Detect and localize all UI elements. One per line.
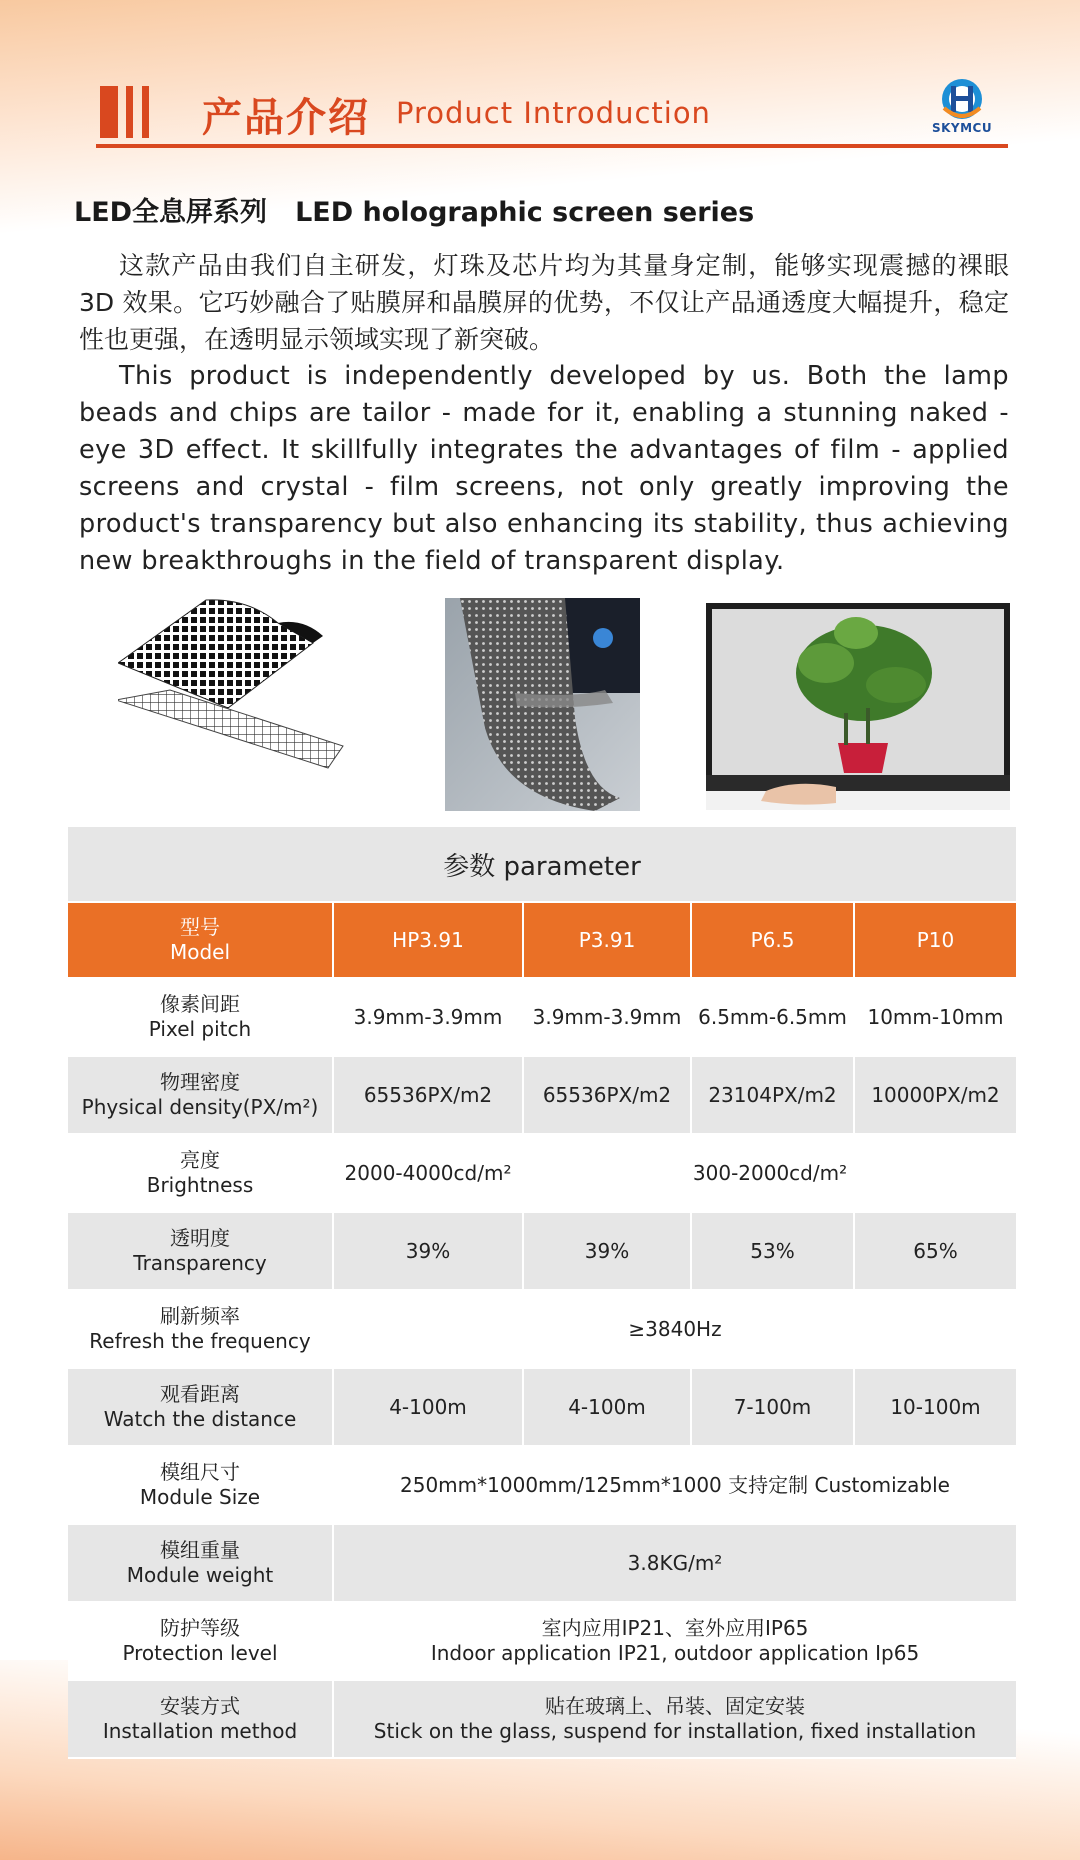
- label-cn: 模组重量: [160, 1538, 240, 1562]
- label-cn: 物理密度: [160, 1070, 240, 1094]
- table-cell: 65536PX/m2: [334, 1057, 524, 1133]
- label-cn: 刷新频率: [160, 1304, 240, 1328]
- series-title-en: LED holographic screen series: [295, 197, 755, 228]
- table-cell: 39%: [524, 1213, 692, 1289]
- logo-mark-icon: [936, 78, 988, 120]
- row-label: [68, 1369, 334, 1445]
- table-heading: 参数 parameter: [68, 827, 1016, 903]
- label-cn: 安装方式: [160, 1694, 240, 1718]
- row-label: [68, 1135, 334, 1211]
- label-en: Pixel pitch: [148, 1017, 252, 1041]
- table-cell: 65536PX/m2: [524, 1057, 692, 1133]
- table-row-refresh: [68, 1291, 1016, 1369]
- table-cell: 7-100m: [692, 1369, 855, 1445]
- label-en: Brightness: [146, 1173, 254, 1197]
- row-label: [68, 1213, 334, 1289]
- table-cell: 3.8KG/m²: [627, 1550, 723, 1575]
- table-cell: [334, 1681, 1016, 1757]
- series-heading: [74, 190, 1014, 229]
- table-cell: 4-100m: [524, 1369, 692, 1445]
- series-title-cn: LED全息屏系列: [74, 197, 268, 228]
- table-cell: 2000-4000cd/m²: [334, 1135, 524, 1211]
- label-cn: 观看距离: [160, 1382, 240, 1406]
- table-cell: 4-100m: [334, 1369, 524, 1445]
- value-en: Stick on the glass, suspend for installation, fixed installation: [373, 1719, 977, 1743]
- table-row-transparency: [68, 1213, 1016, 1291]
- label-cn: 亮度: [180, 1148, 220, 1172]
- table-cell: [334, 1603, 1016, 1679]
- table-cell: 10000PX/m2: [871, 1082, 1000, 1107]
- model-p391: P3.91: [524, 903, 692, 977]
- table-cell: 23104PX/m2: [692, 1057, 855, 1133]
- table-row-protection: [68, 1603, 1016, 1681]
- value-cn: 室内应用IP21、室外应用IP65: [541, 1616, 809, 1640]
- table-row-module-weight: [68, 1525, 1016, 1603]
- brand-logo: [922, 78, 1002, 140]
- value-en: Indoor application IP21, outdoor application Ip65: [430, 1641, 920, 1665]
- label-cn: 模组尺寸: [160, 1460, 240, 1484]
- label-cn: 透明度: [170, 1226, 230, 1250]
- label-en: Physical density(PX/m²): [81, 1095, 319, 1119]
- label-cn: 像素间距: [160, 992, 240, 1016]
- table-row-module-size: [68, 1447, 1016, 1525]
- table-row-pixel-pitch: [68, 979, 1016, 1057]
- curved-led-film-photo: [445, 598, 640, 811]
- description-chinese: 这款产品由我们自主研发，灯珠及芯片均为其量身定制，能够实现震撼的裸眼 3D 效果。它巧妙融合了贴膜屏和晶膜屏的优势，不仅让产品通透度大幅提升，稳定性也更强，在透明显示领域实现了新突破。: [79, 251, 1009, 354]
- table-cell: 39%: [334, 1213, 524, 1289]
- table-row-brightness: [68, 1135, 1016, 1213]
- label-en: Refresh the frequency: [89, 1329, 311, 1353]
- row-label: [68, 1057, 334, 1133]
- title-chinese: 产品介绍: [202, 95, 370, 141]
- row-label: [68, 1291, 334, 1367]
- table-cell: 6.5mm-6.5mm: [692, 979, 855, 1055]
- table-row-distance: [68, 1369, 1016, 1447]
- transparent-screen-plant-photo: [706, 603, 1010, 810]
- description-english: This product is independently developed by us. Both the lamp beads and chips are tailor - made for it, enabling a stunning naked - eye 3D effect. It skillfully integrates the advantages of film - applied screens and crystal - film screens, not only greatly improving the product's transparency but also enhancing its stability, thus achieving new breakthroughs in the field of transparent display.: [79, 361, 1009, 576]
- table-cell: ≥3840Hz: [628, 1316, 722, 1341]
- row-label: [68, 1603, 334, 1679]
- page-header: [96, 82, 1008, 152]
- table-cell: 250mm*1000mm/125mm*1000 支持定制 Customizable: [400, 1472, 950, 1497]
- label-en: Transparency: [133, 1251, 267, 1275]
- row-label: [68, 903, 334, 977]
- table-cell: 65%: [913, 1238, 958, 1263]
- row-label: [68, 1525, 334, 1601]
- table-cell: 3.9mm-3.9mm: [334, 979, 524, 1055]
- value-cn: 贴在玻璃上、吊装、固定安装: [545, 1694, 805, 1718]
- flexible-led-mesh-diagram: [118, 598, 346, 810]
- label-en: Module weight: [126, 1563, 274, 1587]
- row-label: [68, 1681, 334, 1757]
- parameter-table: [68, 827, 1016, 1759]
- logo-text: SKYMCU: [931, 121, 993, 135]
- model-p10: P10: [916, 927, 955, 952]
- label-cn: 防护等级: [160, 1616, 240, 1640]
- header-divider: [96, 144, 1008, 148]
- table-cell: 10-100m: [890, 1394, 981, 1419]
- table-row-model: [68, 903, 1016, 979]
- model-hp391: HP3.91: [334, 903, 524, 977]
- label-en: Installation method: [102, 1719, 298, 1743]
- model-p65: P6.5: [692, 903, 855, 977]
- table-cell: 10mm-10mm: [867, 1004, 1004, 1029]
- table-row-installation: [68, 1681, 1016, 1759]
- table-cell: 300-2000cd/m²: [692, 1160, 848, 1185]
- label-en: Model: [169, 940, 231, 964]
- header-bars-icon: [100, 86, 156, 138]
- row-label: [68, 1447, 334, 1523]
- label-en: Module Size: [139, 1485, 261, 1509]
- label-en: Protection level: [122, 1641, 278, 1665]
- table-cell: 53%: [692, 1213, 855, 1289]
- title-english: Product Introduction: [396, 96, 711, 130]
- label-en: Watch the distance: [103, 1407, 297, 1431]
- table-row-density: [68, 1057, 1016, 1135]
- label-cn: 型号: [180, 915, 220, 939]
- row-label: [68, 979, 334, 1055]
- table-cell: 3.9mm-3.9mm: [524, 979, 692, 1055]
